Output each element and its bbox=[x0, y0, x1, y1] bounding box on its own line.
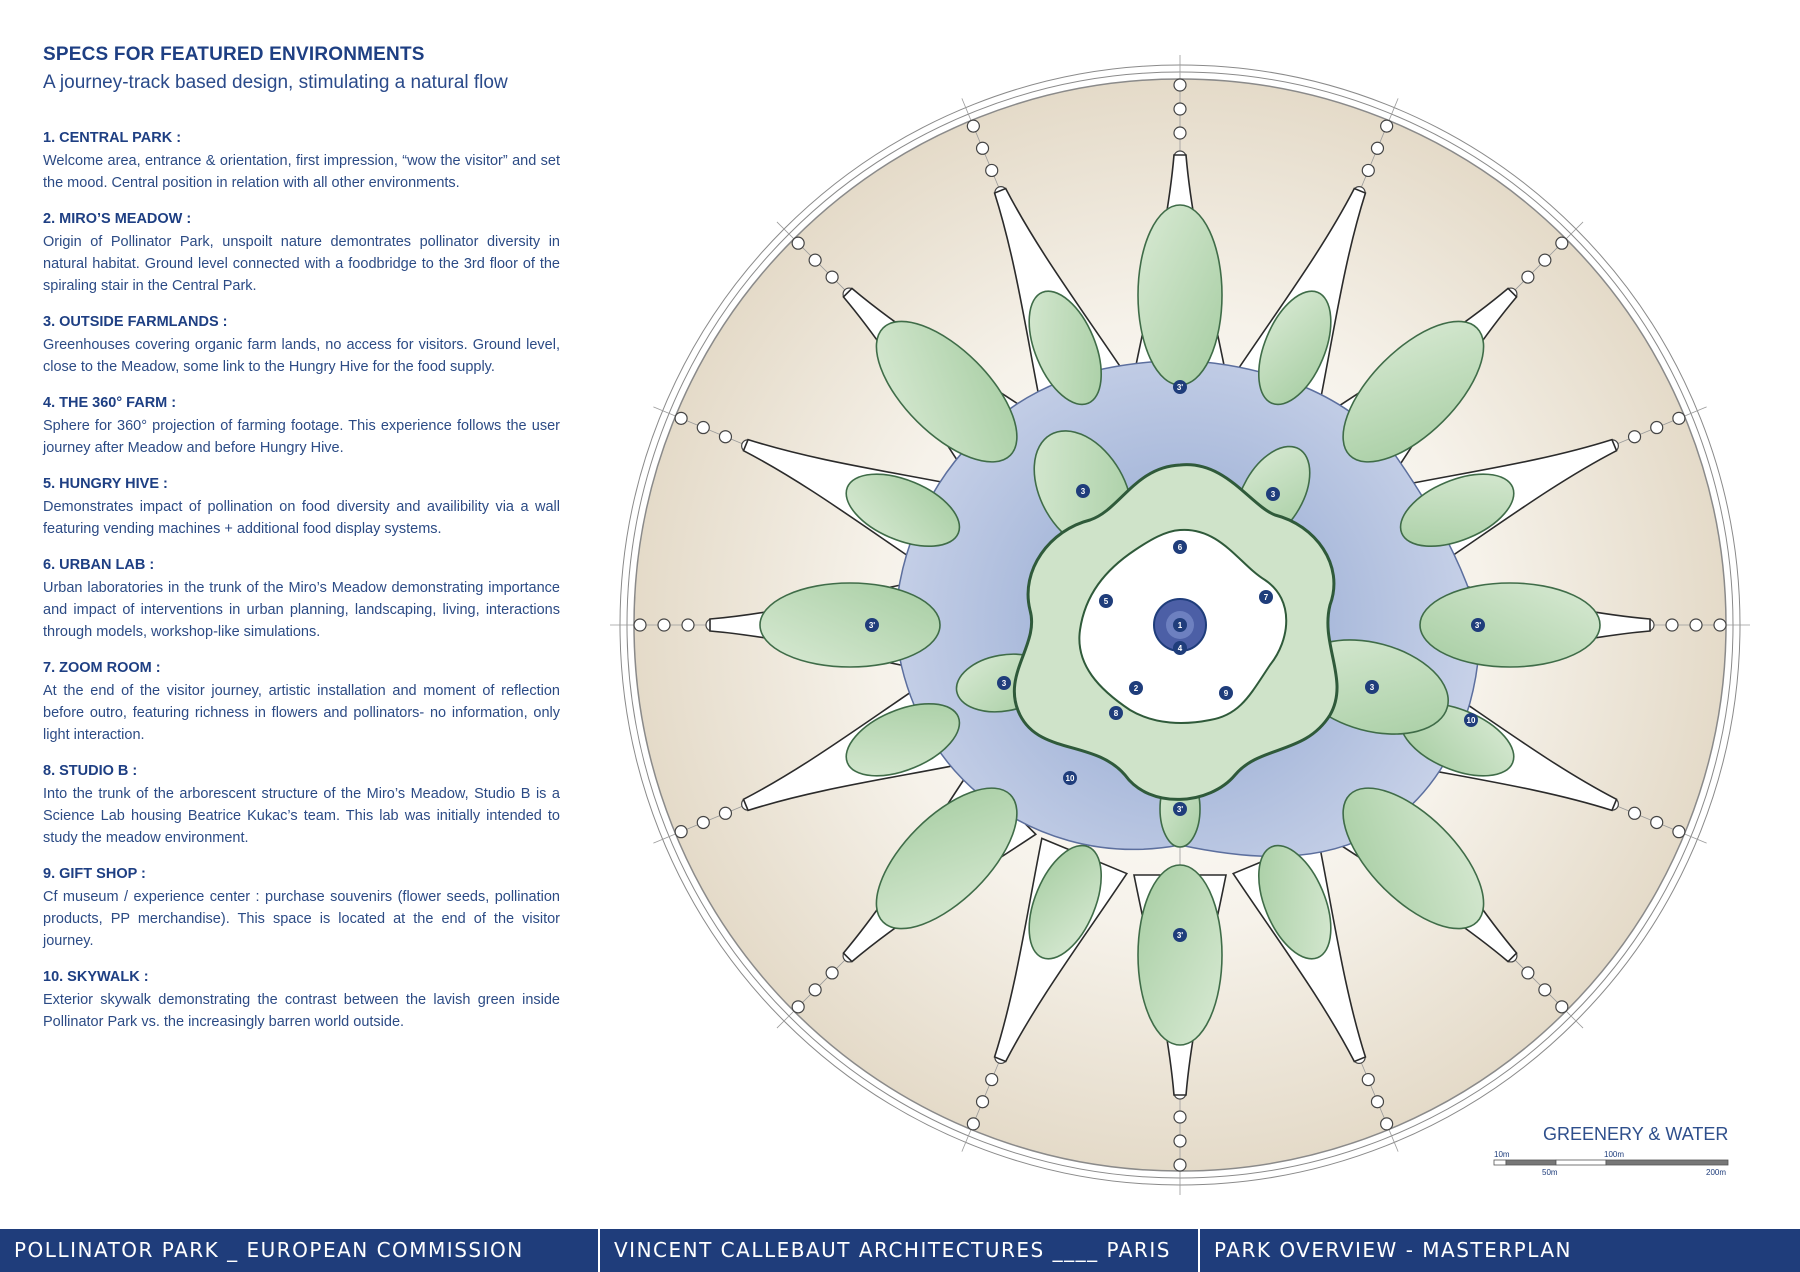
skywalk-node bbox=[682, 619, 694, 631]
skywalk-node bbox=[1629, 431, 1641, 443]
spec-heading: 6. URBAN LAB : bbox=[43, 557, 155, 573]
spec-heading: 9. GIFT SHOP : bbox=[43, 866, 146, 882]
spec-body: Origin of Pollinator Park, unspoilt nature demontrates pollinator diversity in natural habitat. Ground level connected with a foodbridge to the 3rd floor of the spiraling stair in the Central Park. bbox=[43, 234, 560, 294]
spec-section bbox=[43, 866, 560, 952]
skywalk-node bbox=[1673, 826, 1685, 838]
skywalk-node bbox=[967, 120, 979, 132]
skywalk-node bbox=[1556, 237, 1568, 249]
zone-label-text: 3' bbox=[1176, 383, 1184, 392]
spec-body: Urban laboratories in the trunk of the Miro’s Meadow demonstrating importance and impact of interventions in urban planning, landscaping, living, interactions through models, workshop-like simulations. bbox=[43, 580, 560, 640]
skywalk-node bbox=[697, 422, 709, 434]
skywalk-node bbox=[1371, 1096, 1383, 1108]
zone-label-text: 3 bbox=[1001, 679, 1007, 688]
skywalk-node bbox=[1174, 1111, 1186, 1123]
specs-title: SPECS FOR FEATURED ENVIRONMENTS bbox=[43, 44, 425, 65]
specs-sections bbox=[43, 130, 560, 1033]
footer-bar bbox=[0, 1229, 1800, 1272]
skywalk-node bbox=[1362, 164, 1374, 176]
skywalk-node bbox=[1539, 984, 1551, 996]
green-leaf bbox=[1420, 583, 1600, 667]
skywalk-node bbox=[986, 164, 998, 176]
spec-body: Into the trunk of the arborescent structure of the Miro’s Meadow, Studio B is a Science Lab housing Beatrice Kukac’s team. This lab was initially intended to study the meadow environment. bbox=[43, 786, 560, 846]
spec-body: Exterior skywalk demonstrating the contrast between the lavish green inside Pollinator Park vs. the increasingly barren world outside. bbox=[43, 992, 560, 1030]
skywalk-node bbox=[697, 816, 709, 828]
skywalk-node bbox=[634, 619, 646, 631]
skywalk-node bbox=[809, 254, 821, 266]
skywalk-node bbox=[1629, 807, 1641, 819]
spec-section bbox=[43, 660, 560, 746]
spec-section bbox=[43, 969, 560, 1033]
skywalk-node bbox=[792, 1001, 804, 1013]
scale-segment-1 bbox=[1494, 1160, 1506, 1165]
zone-label-text: 10 bbox=[1065, 774, 1075, 783]
skywalk-node bbox=[967, 1118, 979, 1130]
skywalk-node bbox=[1522, 271, 1534, 283]
skywalk-node bbox=[1371, 142, 1383, 154]
spec-section bbox=[43, 314, 560, 378]
zone-label-text: 10 bbox=[1466, 716, 1476, 725]
skywalk-node bbox=[1174, 79, 1186, 91]
skywalk-node bbox=[826, 271, 838, 283]
legend-title: GREENERY & WATER bbox=[1543, 1124, 1729, 1144]
zone-label-text: 7 bbox=[1263, 593, 1269, 602]
skywalk-node bbox=[719, 807, 731, 819]
spec-section bbox=[43, 211, 560, 297]
skywalk-node bbox=[1714, 619, 1726, 631]
scale-bar bbox=[1492, 1148, 1730, 1178]
scale-segment-3 bbox=[1556, 1160, 1606, 1165]
zone-label-text: 8 bbox=[1113, 709, 1119, 718]
zone-label-text: 3' bbox=[868, 621, 876, 630]
zone-label-text: 9 bbox=[1223, 689, 1229, 698]
spec-heading: 8. STUDIO B : bbox=[43, 763, 138, 779]
scale-label-50m: 50m bbox=[1542, 1168, 1558, 1177]
zone-label-text: 2 bbox=[1133, 684, 1139, 693]
skywalk-node bbox=[1651, 422, 1663, 434]
skywalk-node bbox=[1522, 967, 1534, 979]
zone-label-text: 4 bbox=[1177, 644, 1183, 653]
scale-label-10m: 10m bbox=[1494, 1150, 1510, 1159]
zone-label-text: 3' bbox=[1474, 621, 1482, 630]
scale-label-200m: 200m bbox=[1706, 1168, 1727, 1177]
specs-subtitle: A journey-track based design, stimulating a natural flow bbox=[43, 72, 508, 93]
zone-label-text: 3' bbox=[1176, 931, 1184, 940]
spec-body: Welcome area, entrance & orientation, first impression, “wow the visitor” and set the mood. Central position in relation with all other environments. bbox=[43, 153, 560, 191]
spec-heading: 4. THE 360° FARM : bbox=[43, 395, 177, 411]
footer-sheet-title: PARK OVERVIEW - MASTERPLAN bbox=[1214, 1238, 1572, 1262]
zone-label-text: 3 bbox=[1080, 487, 1086, 496]
skywalk-node bbox=[1673, 412, 1685, 424]
specs-column bbox=[43, 40, 560, 1050]
skywalk-node bbox=[1539, 254, 1551, 266]
spec-heading: 2. MIRO’S MEADOW : bbox=[43, 211, 192, 227]
spec-body: Demonstrates impact of pollination on food diversity and availibility via a wall featuring vending machines + additional food display systems. bbox=[43, 499, 560, 537]
spec-body: Sphere for 360° projection of farming footage. This experience follows the user journey after Meadow and before Hungry Hive. bbox=[43, 418, 560, 456]
skywalk-node bbox=[809, 984, 821, 996]
skywalk-node bbox=[675, 412, 687, 424]
spec-heading: 7. ZOOM ROOM : bbox=[43, 660, 161, 676]
zone-label-text: 3' bbox=[1176, 805, 1184, 814]
green-leaf bbox=[1138, 865, 1222, 1045]
spec-body: At the end of the visitor journey, artistic installation and moment of reflection before outro, featuring richness in flowers and pollinators- no information, only light interaction. bbox=[43, 683, 560, 743]
spec-section bbox=[43, 476, 560, 540]
zone-label-text: 1 bbox=[1177, 621, 1183, 630]
skywalk-node bbox=[1174, 1159, 1186, 1171]
skywalk-node bbox=[719, 431, 731, 443]
spec-body: Greenhouses covering organic farm lands, no access for visitors. Ground level, close to the Meadow, some link to the Hungry Hive for the food supply. bbox=[43, 337, 560, 375]
masterplan-diagram bbox=[600, 40, 1760, 1210]
skywalk-node bbox=[977, 1096, 989, 1108]
spec-section bbox=[43, 763, 560, 849]
green-leaf bbox=[1138, 205, 1222, 385]
spec-body: Cf museum / experience center : purchase souvenirs (flower seeds, pollination products, PP merchandise). This space is located at the end of the visitor journey. bbox=[43, 889, 560, 949]
skywalk-node bbox=[1381, 1118, 1393, 1130]
green-leaf bbox=[760, 583, 940, 667]
zone-label-text: 3 bbox=[1369, 683, 1375, 692]
skywalk-node bbox=[1690, 619, 1702, 631]
skywalk-node bbox=[658, 619, 670, 631]
spec-heading: 3. OUTSIDE FARMLANDS : bbox=[43, 314, 228, 330]
skywalk-node bbox=[1174, 127, 1186, 139]
skywalk-node bbox=[792, 237, 804, 249]
zone-label-text: 6 bbox=[1177, 543, 1183, 552]
spec-heading: 5. HUNGRY HIVE : bbox=[43, 476, 168, 492]
footer-office: VINCENT CALLEBAUT ARCHITECTURES ____ PARIS bbox=[614, 1238, 1171, 1262]
spec-section bbox=[43, 130, 560, 194]
zone-label-text: 5 bbox=[1103, 597, 1109, 606]
spec-section bbox=[43, 557, 560, 643]
spec-section bbox=[43, 395, 560, 459]
skywalk-node bbox=[675, 826, 687, 838]
zone-label-text: 3 bbox=[1270, 490, 1276, 499]
spec-heading: 1. CENTRAL PARK : bbox=[43, 130, 182, 146]
skywalk-node bbox=[1174, 103, 1186, 115]
skywalk-node bbox=[1381, 120, 1393, 132]
skywalk-node bbox=[1666, 619, 1678, 631]
scale-segment-4 bbox=[1606, 1160, 1728, 1165]
skywalk-node bbox=[1362, 1074, 1374, 1086]
scale-segment-2 bbox=[1506, 1160, 1556, 1165]
skywalk-node bbox=[977, 142, 989, 154]
footer-project: POLLINATOR PARK _ EUROPEAN COMMISSION bbox=[14, 1238, 524, 1262]
skywalk-node bbox=[1174, 1135, 1186, 1147]
skywalk-node bbox=[986, 1074, 998, 1086]
scale-label-100m: 100m bbox=[1604, 1150, 1625, 1159]
spec-heading: 10. SKYWALK : bbox=[43, 969, 149, 985]
skywalk-node bbox=[826, 967, 838, 979]
skywalk-node bbox=[1556, 1001, 1568, 1013]
skywalk-node bbox=[1651, 816, 1663, 828]
